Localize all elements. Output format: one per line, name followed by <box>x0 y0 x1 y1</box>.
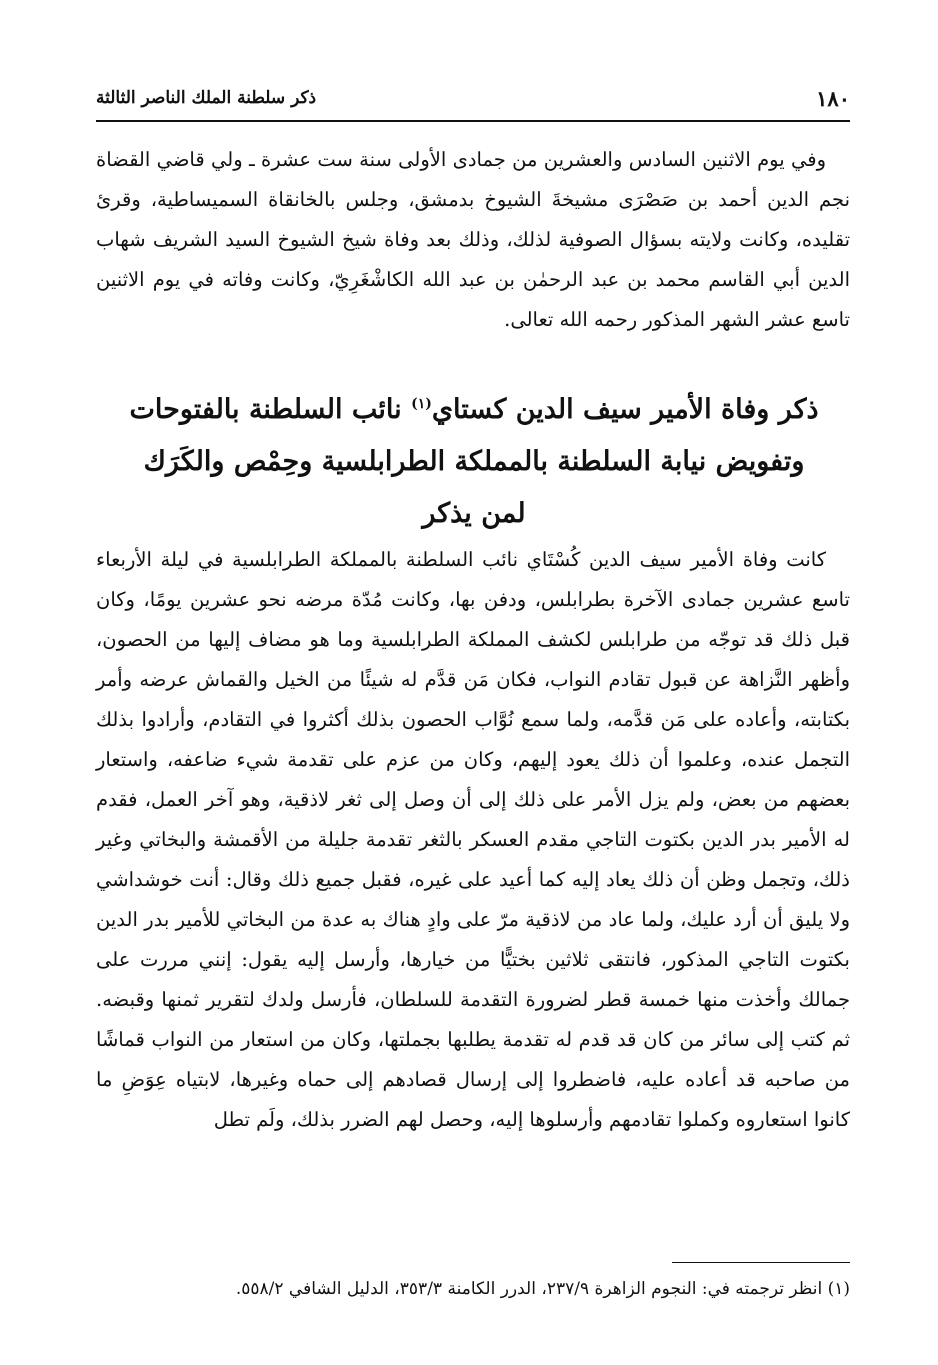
paragraph-2 <box>96 540 850 1140</box>
footnote-divider <box>672 1262 850 1263</box>
header-divider <box>96 120 850 122</box>
section-heading-part-1: ذكر وفاة الأمير سيف الدين كستاي <box>431 394 819 425</box>
section-heading <box>120 384 828 540</box>
page-number: ١٨٠ <box>816 85 850 111</box>
running-title: ذكر سلطنة الملك الناصر الثالثة <box>96 88 317 108</box>
paragraph-1-text: وفي يوم الاثنين السادس والعشرين من جمادى الأولى سنة ست عشرة ـ ولي قاضي القضاة نجم الدين أحمد بن صَصْرَى مشيخةَ الشيوخ بدمشق، وجلس بالخانقاة السميساطية، وقرئ تقليده، وكانت ولايته بسؤال الصوفية لذلك، وذلك بعد وفاة شيخ الشيوخ السيد الشريف شهاب الدين أبي القاسم محمد بن عبد الرحمٰن بن عبد الله الكاشْغَرِيّ، وكانت وفاته في يوم الاثنين تاسع عشر الشهر المذكور رحمه الله تعالى. <box>96 148 850 331</box>
footnote: (١) انظر ترجمته في: النجوم الزاهرة ٢٣٧/٩، الدرر الكامنة ٣٥٣/٣، الدليل الشافي ٥٥٨/٢. <box>235 1279 850 1299</box>
section-heading-part-2: نائب السلطنة بالفتوحات وتفويض نيابة السلطنة بالمملكة الطرابلسية وحِمْص والكَرَك لمن يذكر <box>129 394 805 529</box>
paragraph-1 <box>96 140 850 340</box>
footnote-marker: (١) <box>411 396 432 412</box>
paragraph-2-text: كانت وفاة الأمير سيف الدين كُسْتَاي نائب السلطنة بالمملكة الطرابلسية في ليلة الأربعاء تاسع عشرين جمادى الآخرة بطرابلس، ودفن بها، وكانت مُدّة مرضه نحو عشرين يومًا، وكان قبل ذلك قد توجّه من طرابلس لكشف المملكة الطرابلسية وما هو مضاف إليها من الحصون، وأظهر النَّزاهة عن قبول تقادم النواب، فكان مَن قدَّم له شيئًا من الخيل والقماش عرضه وأمر بكتابته، وأعاده على مَن قدَّمه، ولما سمع نُوَّاب الحصون بذلك أكثروا في التقادم، وأرادوا بذلك التجمل عنده، وعلموا أن ذلك يعود إليهم، وكان من عزم على تقدمة شيء ضاعفه، واستعار بعضهم من بعض، ولم يزل الأمر على ذلك إلى أن وصل إلى ثغر لاذقية، وهو آخر العمل، فقدم له الأمير بدر الدين بكتوت التاجي مقدم العسكر بالثغر تقدمة جليلة من الأقمشة والبخاتي وغير ذلك، وتجمل وظن أن ذلك يعاد إليه كما أعيد على غيره، فقبل جميع ذلك وقال: أنت خوشداشي ولا يليق أن أرد عليك، ولما عاد من لاذقية مرّ على وادٍ هناك به عدة من البخاتي للأمير بدر الدين بكتوت التاجي المذكور، فانتقى ثلاثين بختيًّا من خيارها، وأرسل إليه يقول: إنني مررت على جمالك وأخذت منها خمسة قطر لضرورة التقدمة للسلطان، فأرسل ولدك لتقرير ثمنها وقبضه. ثم كتب إلى سائر من كان قد قدم له تقدمة يطلبها بجملتها، وكان من استعار من النواب قماشًا من صاحبه قد أعاده عليه، فاضطروا إلى إرسال قصادهم إلى حماه وغيرها، لابتياه عِوَضِ ما كانوا استعاروه وكملوا تقادمهم وأرسلوها إليه، وحصل لهم الضرر بذلك، ولَم تطل <box>96 548 850 1131</box>
running-header <box>96 80 850 116</box>
